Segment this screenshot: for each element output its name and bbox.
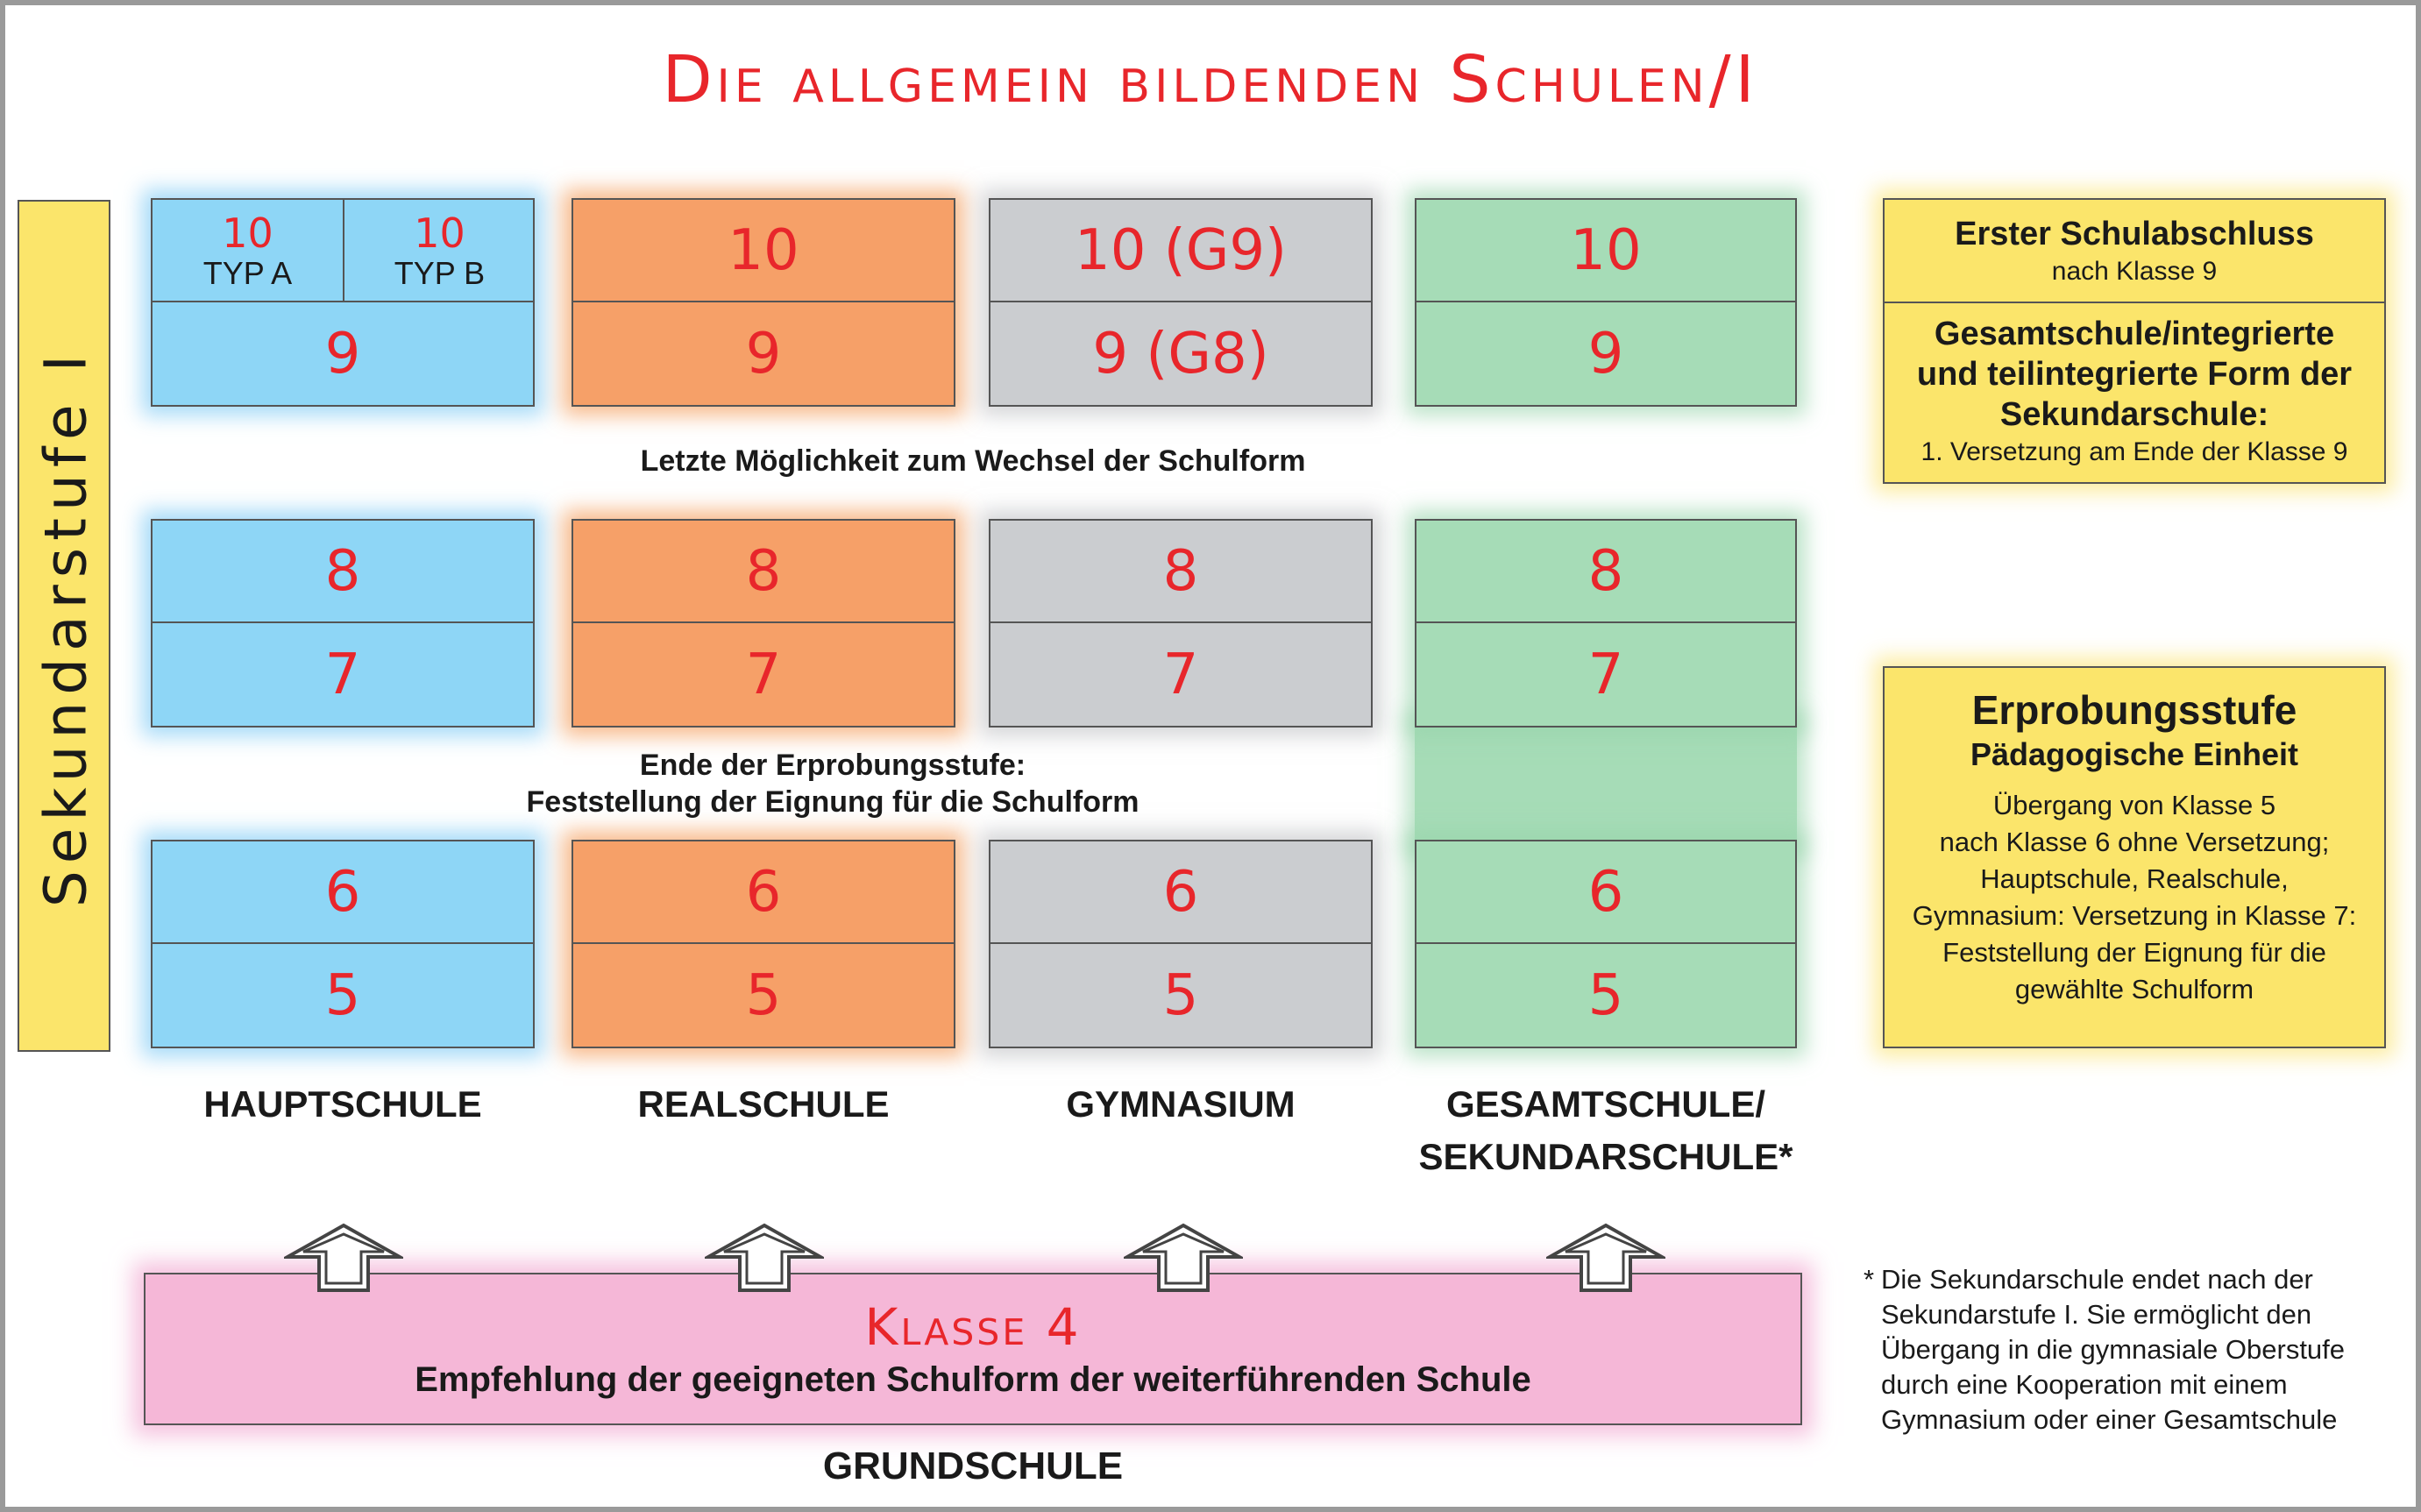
- gymnasium-block-8-7: [989, 519, 1373, 728]
- grade-10: 10: [573, 200, 954, 302]
- grade-5: 5: [1587, 962, 1624, 1028]
- school-name-gymnasium: GYMNASIUM: [1066, 1083, 1296, 1125]
- school-name-gesamtschule: [1367, 1078, 1844, 1183]
- page-title: Die allgemein bildenden Schulen/I: [662, 42, 1759, 117]
- grundschule-label: GRUNDSCHULE: [822, 1445, 1124, 1487]
- footnote-star: *: [1864, 1264, 1875, 1295]
- grade-7: 7: [1587, 642, 1624, 707]
- up-arrow-icon: [284, 1222, 403, 1294]
- info-head2-line3: Sekundarschule:: [1999, 396, 2269, 433]
- gesamtschule-block-6-5: [1415, 840, 1797, 1048]
- footnote-line-2: Sekundarstufe I. Sie ermöglicht den: [1881, 1299, 2312, 1330]
- erprobung-title: Erprobungsstufe: [1971, 687, 2297, 733]
- erprobung-line-1: Übergang von Klasse 5: [1992, 790, 2276, 820]
- grade-9-g8: 9 (G8): [1092, 321, 1269, 387]
- info-sub2: 1. Versetzung am Ende der Klasse 9: [1920, 437, 2348, 466]
- info-head: Erster Schulabschluss: [1955, 216, 2314, 252]
- type-a: TYP A: [202, 254, 293, 291]
- gymnasium-block-10-9: [989, 198, 1373, 407]
- recommendation-text: Empfehlung der geeigneten Schulform der weiterführenden Schule: [415, 1360, 1531, 1399]
- info-box-abschluss-top: [1885, 200, 2384, 303]
- hauptschule-block-10-9: [151, 198, 535, 407]
- grade-10: 10: [1416, 200, 1795, 302]
- gesamtschule-block-10-9: [1415, 198, 1797, 407]
- erprobung-line-4: Gymnasium: Versetzung in Klasse 7:: [1912, 900, 2357, 931]
- school-name-realschule: REALSCHULE: [637, 1083, 890, 1125]
- erprobung-line-2: nach Klasse 6 ohne Versetzung;: [1939, 827, 2330, 857]
- footnote-line-3: Übergang in die gymnasiale Oberstufe: [1881, 1334, 2346, 1365]
- grade-6: 6: [990, 841, 1371, 944]
- info-box-erprobungsstufe-content: [1885, 685, 2384, 1008]
- hauptschule-10a: [153, 200, 344, 302]
- grade-7: 7: [324, 642, 361, 707]
- grade-10b: 10: [414, 209, 465, 257]
- school-name-gesamtschule-line1: GESAMTSCHULE/: [1445, 1083, 1765, 1125]
- gymnasium-block-6-5: [989, 840, 1373, 1048]
- gesamtschule-connector: [1415, 719, 1797, 850]
- grade-9: 9: [1587, 321, 1624, 387]
- grade-5: 5: [745, 962, 782, 1028]
- grade-5: 5: [324, 962, 361, 1028]
- gesamtschule-block-8-7: [1415, 519, 1797, 728]
- realschule-block-10-9: [572, 198, 955, 407]
- side-label-text: Sekundarstufe I: [32, 347, 100, 908]
- grade-10-g9: 10 (G9): [990, 200, 1371, 302]
- grade-8: 8: [1416, 521, 1795, 623]
- erprobung-line-5: Feststellung der Eignung für die: [1942, 937, 2326, 968]
- info-box-abschluss-bottom: [1885, 303, 2384, 470]
- note-erprobung-end-line1: Ende der Erprobungsstufe:: [639, 749, 1026, 782]
- school-name-hauptschule: HAUPTSCHULE: [203, 1083, 482, 1125]
- grade-10a: 10: [222, 209, 273, 257]
- erprobung-line-3: Hauptschule, Realschule,: [1980, 863, 2289, 894]
- up-arrow-icon: [1124, 1222, 1243, 1294]
- realschule-block-8-7: [572, 519, 955, 728]
- grade-8: 8: [153, 521, 533, 623]
- footnote-line-5: Gymnasium oder einer Gesamtschule: [1881, 1404, 2338, 1435]
- footnote-line-1: Die Sekundarschule endet nach der: [1881, 1264, 2313, 1295]
- realschule-block-6-5: [572, 840, 955, 1048]
- info-head2-line1: Gesamtschule/integrierte: [1934, 316, 2335, 352]
- grade-5: 5: [1162, 962, 1199, 1028]
- up-arrow-icon: [705, 1222, 824, 1294]
- note-erprobung-end-line2: Feststellung der Eignung für die Schulform: [526, 785, 1140, 819]
- grade-9: 9: [324, 321, 361, 387]
- grade-6: 6: [573, 841, 954, 944]
- grade-6: 6: [1416, 841, 1795, 944]
- klasse-4-label: Klasse 4: [864, 1297, 1082, 1357]
- grade-7: 7: [1162, 642, 1199, 707]
- grade-7: 7: [745, 642, 782, 707]
- erprobung-line-6: gewählte Schulform: [2014, 974, 2254, 1004]
- grade-8: 8: [573, 521, 954, 623]
- hauptschule-10b: [344, 200, 535, 302]
- type-b: TYP B: [394, 254, 486, 291]
- footnote: [1864, 1262, 2407, 1437]
- side-label: [18, 200, 110, 1052]
- footnote-line-4: durch eine Kooperation mit einem: [1881, 1369, 2288, 1400]
- note-erprobung-end: [386, 747, 1280, 820]
- info-box-erprobungsstufe: [1883, 666, 2386, 1048]
- info-head2-line2: und teilintegrierte Form der: [1916, 356, 2353, 393]
- grade-6: 6: [153, 841, 533, 944]
- up-arrow-icon: [1546, 1222, 1665, 1294]
- hauptschule-block-8-7: [151, 519, 535, 728]
- info-box-abschluss: [1883, 198, 2386, 484]
- erprobung-subtitle: Pädagogische Einheit: [1970, 736, 2299, 772]
- grade-8: 8: [990, 521, 1371, 623]
- grundschule-box: [144, 1273, 1802, 1425]
- note-last-chance: Letzte Möglichkeit zum Wechsel der Schulform: [640, 444, 1306, 478]
- grade-9: 9: [745, 321, 782, 387]
- school-name-gesamtschule-line2: SEKUNDARSCHULE*: [1418, 1136, 1793, 1177]
- info-sub: nach Klasse 9: [2051, 257, 2218, 286]
- hauptschule-block-6-5: [151, 840, 535, 1048]
